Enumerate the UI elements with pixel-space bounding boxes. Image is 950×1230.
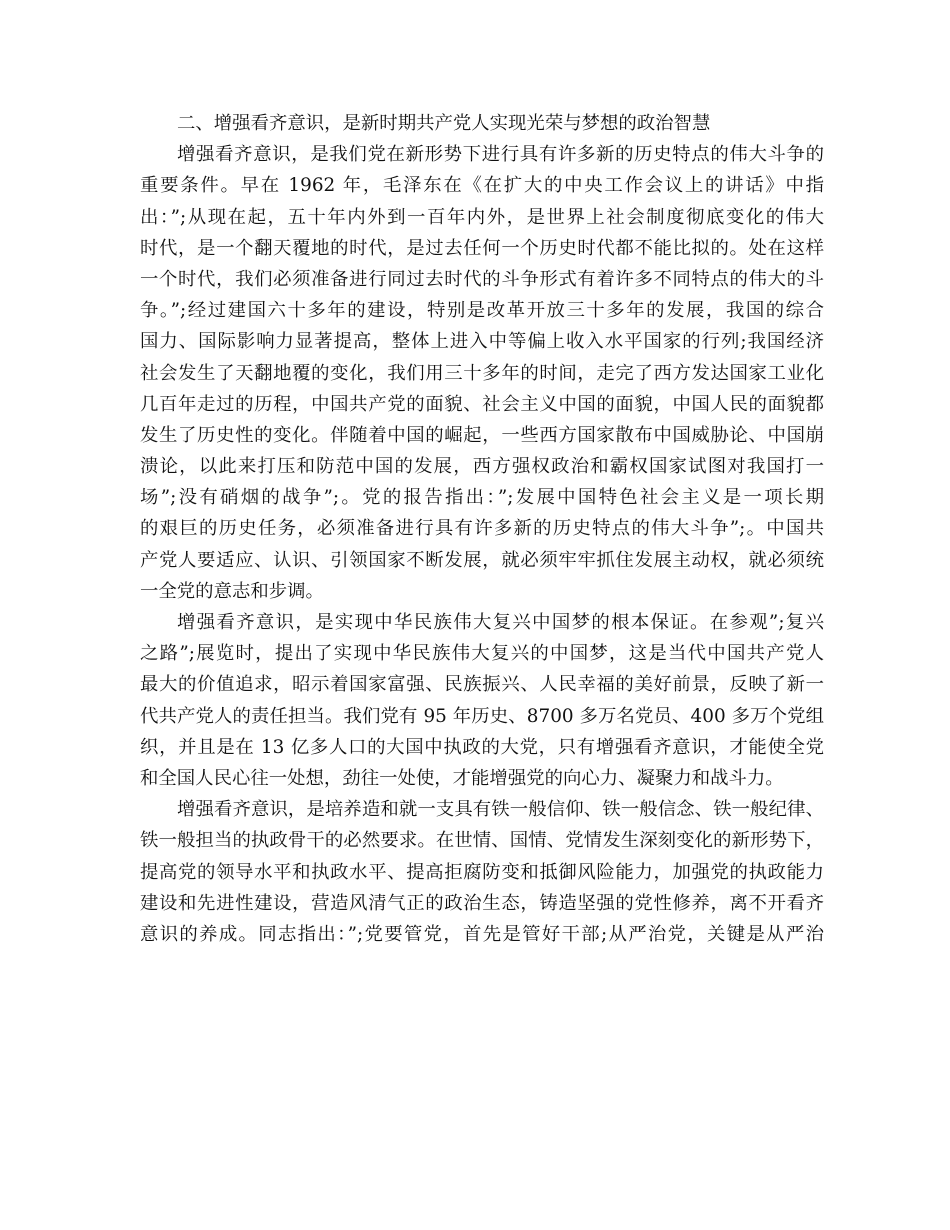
- paragraph-line: 重要条件。早在 1962 年，毛泽东在《在扩大的中央工作会议上的讲话》中指: [140, 175, 824, 197]
- paragraph-line: 和全国人民心往一处想，劲往一处使，才能增强党的向心力、凝聚力和战斗力。: [140, 767, 784, 789]
- paragraph-line: 社会发生了天翻地覆的变化，我们用三十多年的时间，走完了西方发达国家工业化: [140, 362, 824, 384]
- paragraph-line: 意识的养成。同志指出：”;党要管党，首先是管好干部;从严治党，关键是从严治: [140, 923, 824, 945]
- paragraph-line: 最大的价值追求，昭示着国家富强、民族振兴、人民幸福的美好前景，反映了新一: [140, 674, 824, 696]
- paragraph-line: 出：”;从现在起，五十年内外到一百年内外，是世界上社会制度彻底变化的伟大: [140, 206, 824, 228]
- document-body: [140, 108, 824, 950]
- paragraph-line: 之路”;展览时，提出了实现中华民族伟大复兴的中国梦，这是当代中国共产党人: [140, 643, 824, 665]
- paragraph-line: 铁一般担当的执政骨干的必然要求。在世情、国情、党情发生深刻变化的新形势下，: [140, 830, 824, 852]
- paragraph-line: 溃论，以此来打压和防范中国的发展，西方强权政治和霸权国家试图对我国打一: [140, 456, 824, 478]
- paragraph-line: 织，并且是在 13 亿多人口的大国中执政的大党，只有增强看齐意识，才能使全党: [140, 736, 824, 758]
- paragraph-line: 产党人要适应、认识、引领国家不断发展，就必须牢牢抓住发展主动权，就必须统: [140, 549, 824, 571]
- paragraph-line: 争。”;经过建国六十多年的建设，特别是改革开放三十多年的发展，我国的综合: [140, 300, 824, 322]
- paragraph-line: 代共产党人的责任担当。我们党有 95 年历史、8700 多万名党员、400 多万个党组: [140, 705, 824, 727]
- paragraph-line: 增强看齐意识，是实现中华民族伟大复兴中国梦的根本保证。在参观”;复兴: [177, 612, 824, 633]
- section-heading: [140, 108, 824, 139]
- heading-text: 二、增强看齐意识，是新时期共产党人实现光荣与梦想的政治智慧: [177, 113, 711, 134]
- paragraph-line: 场”;没有硝烟的战争”;。党的报告指出：”;发展中国特色社会主义是一项长期: [140, 487, 824, 509]
- paragraph: [140, 607, 824, 794]
- paragraph-line: 增强看齐意识，是我们党在新形势下进行具有许多新的历史特点的伟大斗争的: [177, 144, 824, 166]
- paragraph-line: 建设和先进性建设，营造风清气正的政治生态，铸造坚强的党性修养，离不开看齐: [140, 892, 824, 914]
- paragraph-line: 一个时代，我们必须准备进行同过去时代的斗争形式有着许多不同特点的伟大的斗: [140, 268, 824, 290]
- paragraph-line: 提高党的领导水平和执政水平、提高拒腐防变和抵御风险能力，加强党的执政能力: [140, 861, 824, 883]
- paragraph: [140, 794, 824, 950]
- paragraph: [140, 139, 824, 607]
- paragraph-line: 一全党的意志和步调。: [140, 580, 324, 602]
- paragraph-line: 几百年走过的历程，中国共产党的面貌、社会主义中国的面貌，中国人民的面貌都: [140, 393, 824, 415]
- paragraph-line: 国力、国际影响力显著提高，整体上进入中等偏上收入水平国家的行列;我国经济: [140, 331, 824, 353]
- paragraph-line: 增强看齐意识，是培养造和就一支具有铁一般信仰、铁一般信念、铁一般纪律、: [177, 799, 824, 821]
- paragraph-line: 时代，是一个翻天覆地的时代，是过去任何一个历史时代都不能比拟的。处在这样: [140, 237, 824, 259]
- paragraph-line: 发生了历史性的变化。伴随着中国的崛起，一些西方国家散布中国威胁论、中国崩: [140, 424, 824, 446]
- paragraph-line: 的艰巨的历史任务，必须准备进行具有许多新的历史特点的伟大斗争”;。中国共: [140, 518, 824, 540]
